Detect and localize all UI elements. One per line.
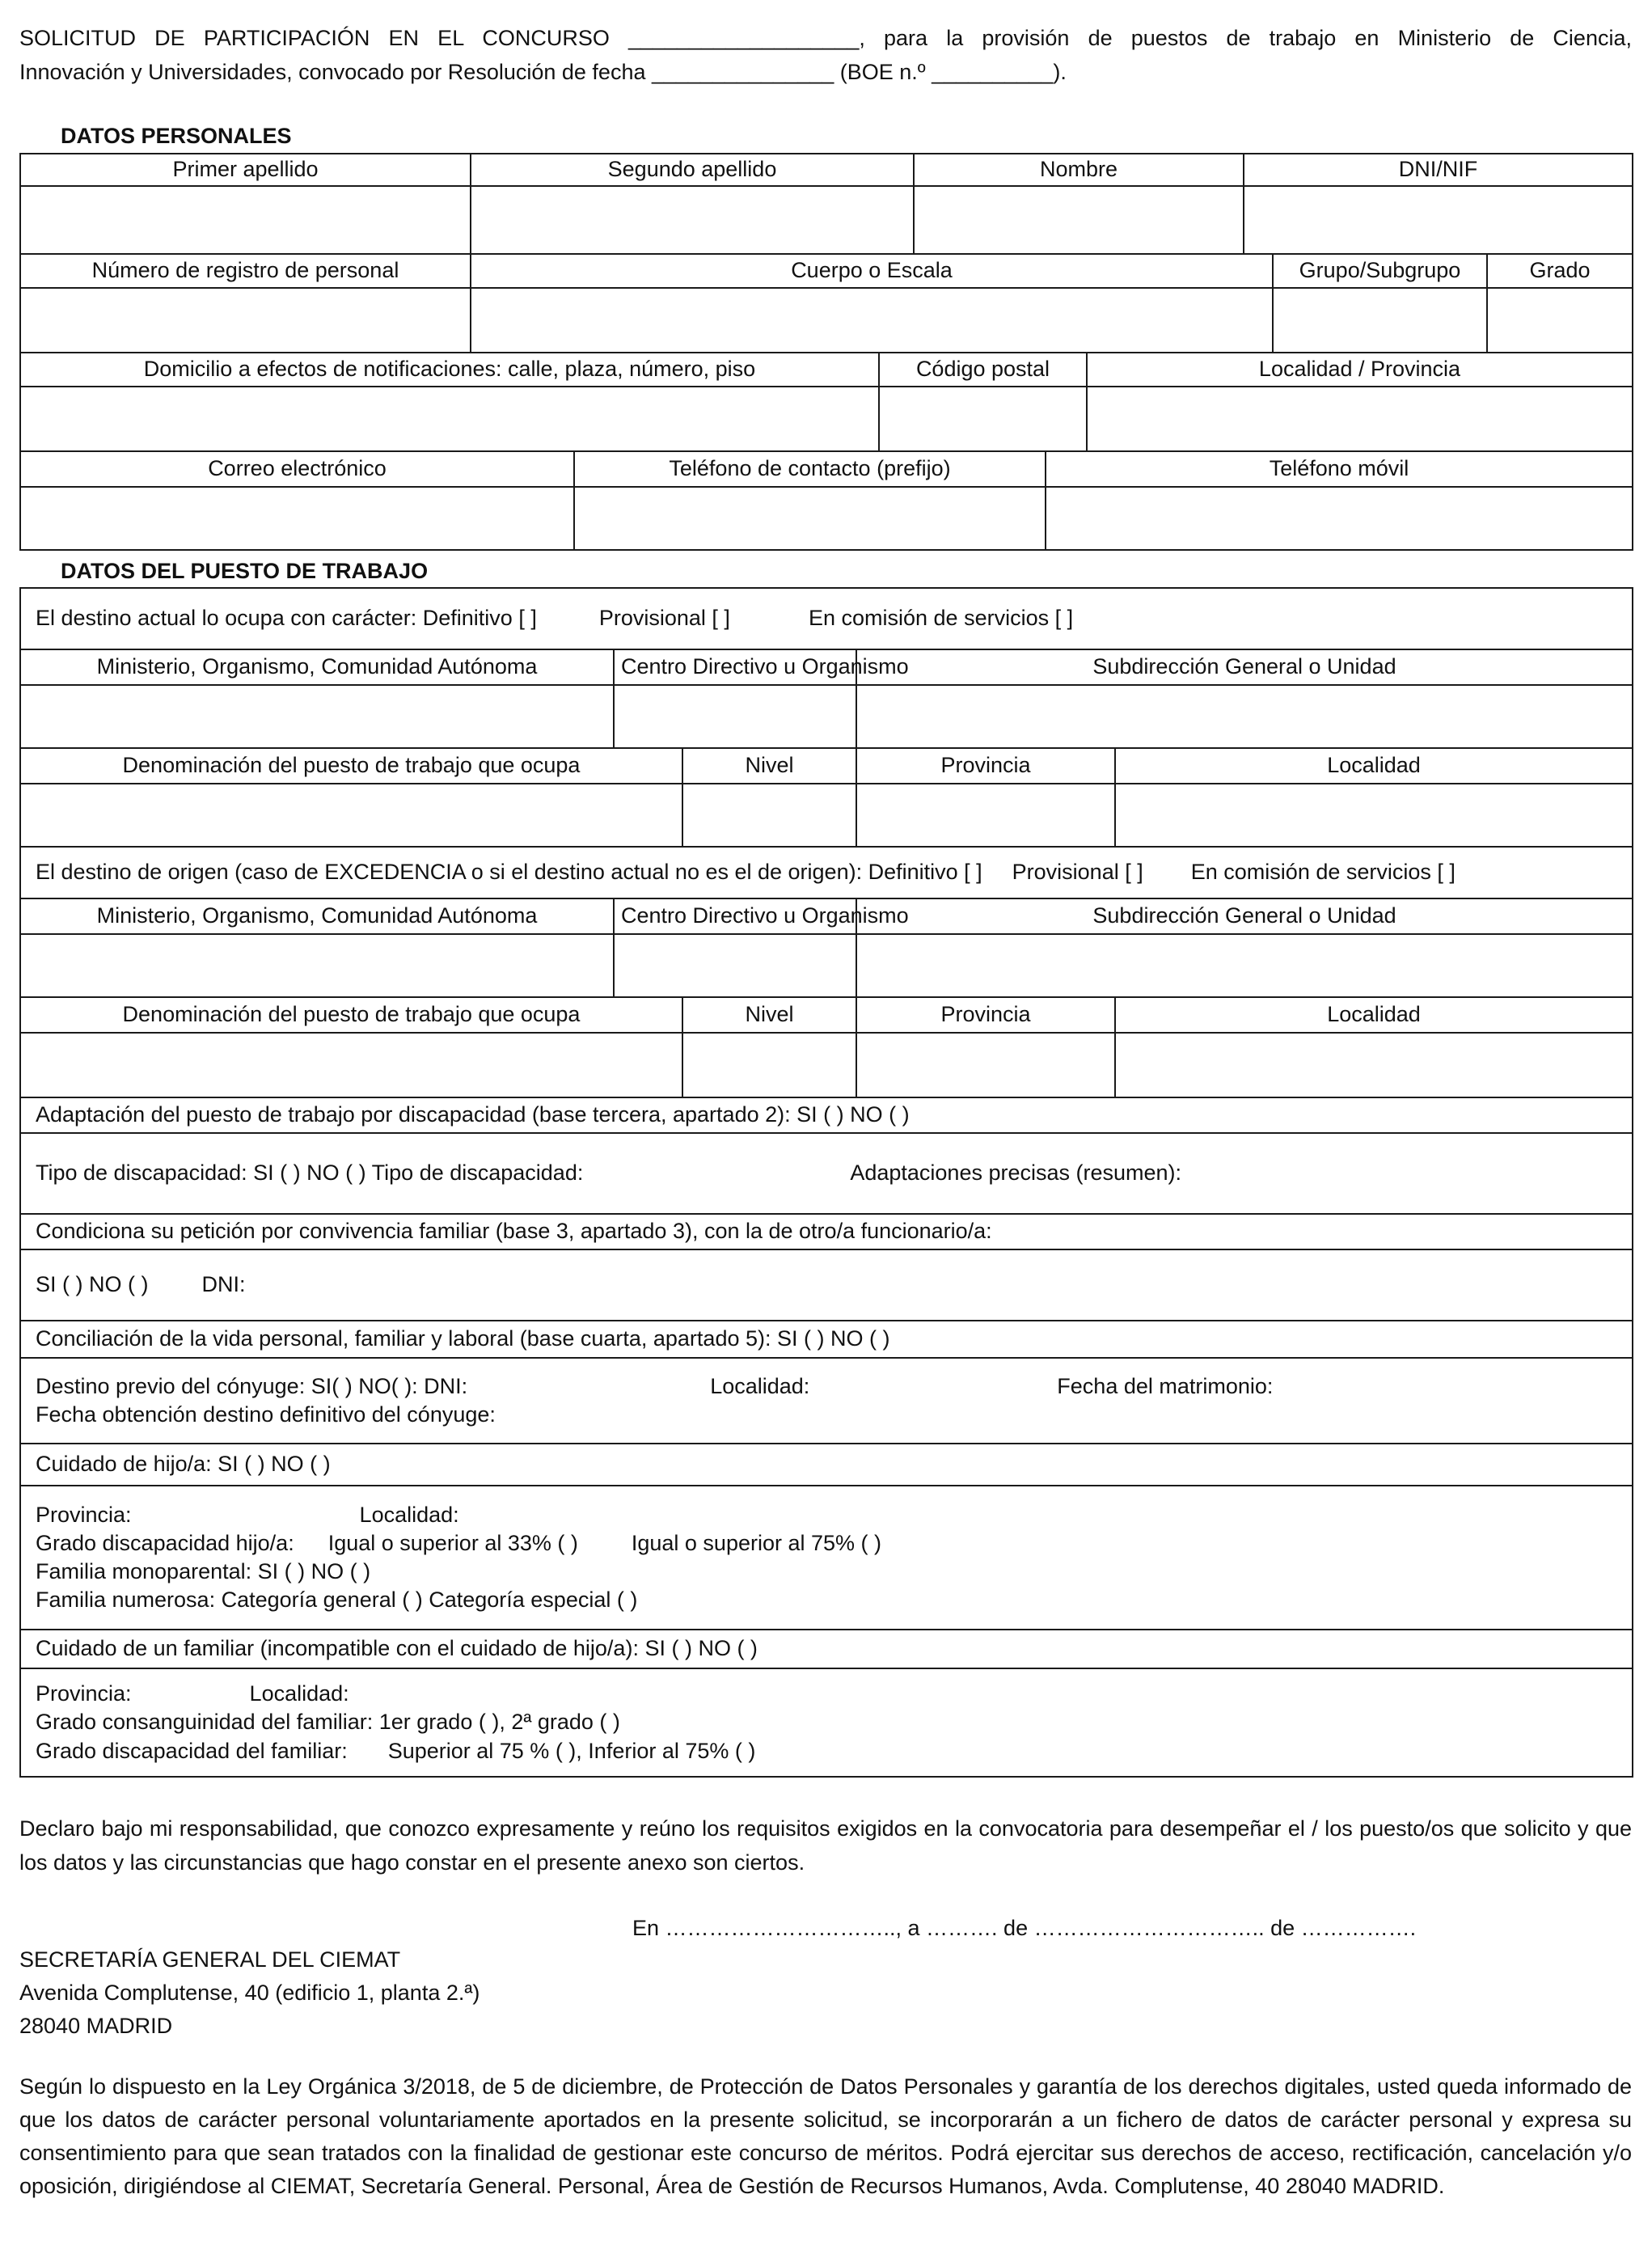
boe-number-blank[interactable]: __________ (932, 60, 1054, 84)
lopd-text: Según lo dispuesto en la Ley Orgánica 3/2018, de 5 de diciembre, de Protección de Datos Personales y garantía de los derechos digitales, usted queda informado de que los datos de carácter personal voluntariamente aportados en la presente solicitud, se incorporarán a un fichero de datos de carácter personal y expresa su consentimiento para que sean tratados con la finalidad de gestionar este concurso de méritos. Podrá ejercitar sus derechos de acceso, rectificación, cancelación y/o oposición, dirigiéndose al CIEMAT, Secretaría General. Personal, Área de Gestión de Recursos Humanos, Avda. Complutense, 40 28040 MADRID. (19, 2074, 1632, 2198)
origen-denominacion-field[interactable] (20, 1033, 682, 1097)
circunstancias-table (19, 1097, 1633, 1778)
domicilio-table (19, 352, 1633, 452)
hijo-75-option[interactable]: Igual o superior al 75% ( ) (631, 1530, 882, 1555)
actual-denominacion-field[interactable] (20, 784, 682, 847)
origen-definitivo-option[interactable]: El destino de origen (caso de EXCEDENCIA o si el destino actual no es el de origen): Definitivo [ ] (36, 860, 982, 885)
destinatario-org: SECRETARÍA GENERAL DEL CIEMAT (19, 1947, 401, 1972)
conyuge-matrimonio-field[interactable]: Fecha del matrimonio: (1057, 1373, 1274, 1398)
cuidado-familiar-row[interactable]: Cuidado de un familiar (incompatible con el cuidado de hijo/a): SI ( ) NO ( ) (20, 1630, 1633, 1668)
origen-nivel-field[interactable] (682, 1033, 856, 1097)
primer-apellido-field[interactable] (20, 186, 471, 254)
tipo-discapacidad-field[interactable]: Tipo de discapacidad: SI ( ) NO ( ) Tipo de discapacidad: (36, 1161, 584, 1186)
origen-centro-field[interactable] (614, 934, 856, 997)
familiar-grado-option[interactable]: Superior al 75 % ( ), Inferior al 75% ( ) (387, 1738, 756, 1763)
destinatario-address: Avenida Complutense, 40 (edificio 1, planta 2.ª) (19, 1981, 480, 2005)
hijo-provincia-field[interactable]: Provincia: (36, 1502, 132, 1527)
lopd-paragraph (19, 2070, 1632, 2203)
origen-denominacion-label: Denominación del puesto de trabajo que ocupa (20, 997, 682, 1033)
domicilio-label: Domicilio a efectos de notificaciones: calle, plaza, número, piso (20, 353, 879, 387)
dni-field[interactable] (1244, 186, 1633, 254)
header-text-2a: Innovación y Universidades, convocado por Resolución de fecha (19, 60, 646, 84)
actual-provincia-field[interactable] (856, 784, 1115, 847)
nombre-label: Nombre (914, 154, 1244, 186)
origen-ministerio-field[interactable] (20, 934, 614, 997)
declaracion-text: Declaro bajo mi responsabilidad, que conozco expresamente y reúno los requisitos exigidos en la convocatoria para desempeñar el / los puesto/os que solicito y que los datos y las circunstancias que hago constar en el presente anexo son ciertos. (19, 1816, 1632, 1875)
destino-origen-table (19, 846, 1633, 1098)
movil-field[interactable] (1046, 487, 1633, 550)
lugar-fecha[interactable]: En ………………………….., a ………. de ………………………….. de ……………. (632, 1916, 1417, 1940)
form-header (19, 21, 1632, 89)
origen-nivel-label: Nivel (682, 997, 856, 1033)
actual-localidad-field[interactable] (1115, 784, 1633, 847)
header-text-2b: (BOE n.º (839, 60, 926, 84)
fecha-resolucion-blank[interactable]: _______________ (652, 60, 834, 84)
familiar-localidad-field[interactable]: Localidad: (249, 1681, 349, 1706)
condiciona-row: Condiciona su petición por convivencia familiar (base 3, apartado 3), con la de otro/a funcionario/a: (20, 1214, 1633, 1249)
actual-denominacion-label: Denominación del puesto de trabajo que ocupa (20, 748, 682, 784)
adaptacion-row[interactable]: Adaptación del puesto de trabajo por discapacidad (base tercera, apartado 2): SI ( ) NO ( ) (20, 1097, 1633, 1133)
header-line-1 (19, 21, 1632, 55)
job-data-title: DATOS DEL PUESTO DE TRABAJO (61, 559, 429, 583)
codigo-postal-label: Código postal (879, 353, 1087, 387)
convivencia-dni-field[interactable]: DNI: (201, 1272, 246, 1297)
actual-nivel-label: Nivel (682, 748, 856, 784)
convivencia-si-no-option[interactable]: SI ( ) NO ( ) (36, 1272, 149, 1297)
actual-ministerio-label: Ministerio, Organismo, Comunidad Autónoma (20, 649, 614, 685)
actual-nivel-field[interactable] (682, 784, 856, 847)
movil-label: Teléfono móvil (1046, 451, 1633, 487)
consanguinidad-option[interactable]: Grado consanguinidad del familiar: 1er grado ( ), 2ª grado ( ) (36, 1710, 620, 1735)
actual-ministerio-field[interactable] (20, 685, 614, 748)
origen-provincia-label: Provincia (856, 997, 1115, 1033)
actual-comision-option[interactable]: En comisión de servicios [ ] (808, 606, 1074, 631)
nombre-field[interactable] (914, 186, 1244, 254)
correo-label: Correo electrónico (20, 451, 574, 487)
dni-label: DNI/NIF (1244, 154, 1633, 186)
hijo-detail-row (20, 1486, 1633, 1630)
contacto-table (19, 450, 1633, 551)
origen-subdireccion-field[interactable] (856, 934, 1633, 997)
primer-apellido-label: Primer apellido (20, 154, 471, 186)
conyuge-fecha-destino-field[interactable]: Fecha obtención destino definitivo del cónyuge: (36, 1402, 496, 1427)
origen-centro-label: Centro Directivo u Organismo (614, 898, 856, 934)
conyuge-dni-field[interactable]: Destino previo del cónyuge: SI( ) NO( ): DNI: (36, 1373, 468, 1398)
registro-label: Número de registro de personal (20, 254, 471, 288)
origen-subdireccion-label: Subdirección General o Unidad (856, 898, 1633, 934)
grado-label: Grado (1487, 254, 1633, 288)
actual-provincia-label: Provincia (856, 748, 1115, 784)
codigo-postal-field[interactable] (879, 387, 1087, 451)
actual-subdireccion-label: Subdirección General o Unidad (856, 649, 1633, 685)
localidad-provincia-label: Localidad / Provincia (1087, 353, 1633, 387)
destino-actual-table (19, 587, 1633, 848)
personal-data-title: DATOS PERSONALES (61, 124, 292, 148)
header-line-2 (19, 55, 1632, 89)
concurso-blank[interactable]: ___________________ (628, 26, 860, 50)
registro-field[interactable] (20, 288, 471, 353)
conyuge-row (20, 1358, 1633, 1444)
personal-data-table (19, 153, 1633, 255)
destinatario-city: 28040 MADRID (19, 2014, 173, 2038)
origen-localidad-field[interactable] (1115, 1033, 1633, 1097)
familiar-detail-row (20, 1668, 1633, 1777)
origen-ministerio-label: Ministerio, Organismo, Comunidad Autónoma (20, 898, 614, 934)
origen-provisional-option[interactable]: Provisional [ ] (1012, 860, 1143, 885)
numerosa-option[interactable]: Familia numerosa: Categoría general ( ) Categoría especial ( ) (36, 1588, 638, 1613)
actual-provisional-option[interactable]: Provisional [ ] (598, 606, 730, 631)
domicilio-field[interactable] (20, 387, 879, 451)
adaptaciones-field[interactable]: Adaptaciones precisas (resumen): (850, 1161, 1182, 1186)
conyuge-localidad-field[interactable]: Localidad: (710, 1373, 810, 1398)
correo-field[interactable] (20, 487, 574, 550)
origen-localidad-label: Localidad (1115, 997, 1633, 1033)
origen-provincia-field[interactable] (856, 1033, 1115, 1097)
segundo-apellido-label: Segundo apellido (471, 154, 914, 186)
actual-centro-field[interactable] (614, 685, 856, 748)
declaracion-paragraph (19, 1812, 1632, 1879)
hijo-grado-label: Grado discapacidad hijo/a: (36, 1530, 294, 1555)
cuidado-hijo-row[interactable]: Cuidado de hijo/a: SI ( ) NO ( ) (20, 1444, 1633, 1486)
destinatario-block (19, 1943, 1632, 2043)
registro-table (19, 253, 1633, 353)
destino-actual-row (20, 588, 1633, 649)
localidad-provincia-field[interactable] (1087, 387, 1633, 451)
grupo-field[interactable] (1273, 288, 1487, 353)
hijo-localidad-field[interactable]: Localidad: (359, 1502, 459, 1527)
actual-centro-label: Centro Directivo u Organismo (614, 649, 856, 685)
telefono-label: Teléfono de contacto (prefijo) (574, 451, 1046, 487)
hijo-33-option[interactable]: Igual o superior al 33% ( ) (327, 1530, 578, 1555)
familiar-grado-label: Grado discapacidad del familiar: (36, 1738, 348, 1763)
tipo-discapacidad-row (20, 1133, 1633, 1214)
familiar-provincia-field[interactable]: Provincia: (36, 1681, 132, 1706)
segundo-apellido-field[interactable] (471, 186, 914, 254)
actual-subdireccion-field[interactable] (856, 685, 1633, 748)
actual-localidad-label: Localidad (1115, 748, 1633, 784)
grupo-label: Grupo/Subgrupo (1273, 254, 1487, 288)
cuerpo-field[interactable] (471, 288, 1273, 353)
telefono-field[interactable] (574, 487, 1046, 550)
actual-definitivo-option[interactable]: El destino actual lo ocupa con carácter: Definitivo [ ] (36, 606, 537, 631)
grado-field[interactable] (1487, 288, 1633, 353)
header-text-1b: , para la provisión de puestos de trabajo en Ministerio de Ciencia, (859, 26, 1632, 50)
origen-comision-option[interactable]: En comisión de servicios [ ] (1190, 860, 1456, 885)
destino-origen-row (20, 847, 1633, 898)
cuerpo-label: Cuerpo o Escala (471, 254, 1273, 288)
monoparental-option[interactable]: Familia monoparental: SI ( ) NO ( ) (36, 1559, 371, 1583)
header-text-2c: ). (1053, 60, 1067, 84)
convivencia-row (20, 1249, 1633, 1321)
header-text-1a: SOLICITUD DE PARTICIPACIÓN EN EL CONCURSO (19, 26, 610, 50)
conciliacion-row[interactable]: Conciliación de la vida personal, familiar y laboral (base cuarta, apartado 5): SI ( ) NO ( ) (20, 1321, 1633, 1358)
